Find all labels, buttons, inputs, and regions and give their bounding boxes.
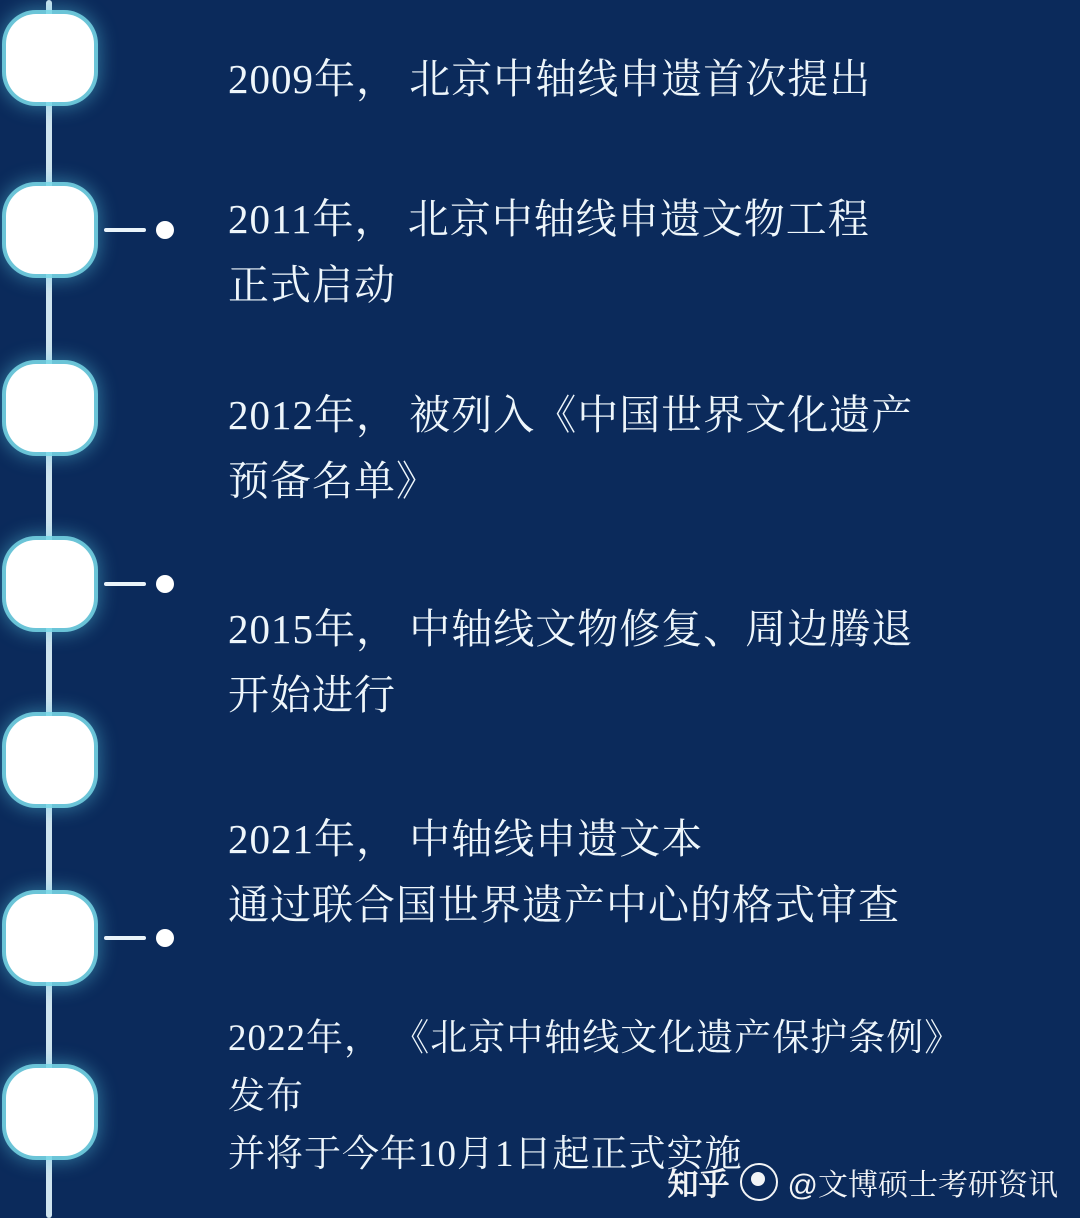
entry-line: 2022年， 《北京中轴线文化遗产保护条例》 — [228, 1018, 963, 1059]
entry-line: 2011年， 北京中轴线申遗文物工程 — [228, 196, 870, 242]
entry-line: 通过联合国世界遗产中心的格式审查 — [228, 882, 900, 928]
entry-line: 开始进行 — [228, 672, 396, 718]
entry-line: 2021年， 中轴线申遗文本 — [228, 816, 704, 862]
entry-line: 并将于今年10月1日起正式实施 — [228, 1134, 743, 1175]
timeline-entry-2015 — [228, 596, 1038, 728]
entry-line: 预备名单》 — [228, 458, 438, 504]
entry-line: 2009年， 北京中轴线申遗首次提出 — [228, 56, 872, 102]
avatar — [740, 1163, 778, 1201]
connector-dash-icon — [104, 936, 146, 940]
watermark-handle: @文博硕士考研资讯 — [787, 1168, 1058, 1202]
timeline-node-4 — [6, 540, 94, 628]
timeline-node-6 — [6, 894, 94, 982]
connector-dot-icon — [156, 575, 174, 593]
timeline-entry-2022 — [228, 1010, 1038, 1184]
connector-dot-icon — [156, 929, 174, 947]
timeline-node-3 — [6, 364, 94, 452]
timeline-entry-2012 — [228, 382, 1038, 514]
timeline-node-2 — [6, 186, 94, 274]
connector-dash-icon — [104, 582, 146, 586]
timeline-node-5 — [6, 716, 94, 804]
entry-line: 2015年， 中轴线文物修复、周边腾退 — [228, 606, 914, 652]
entry-line: 发布 — [228, 1076, 304, 1117]
timeline-entry-2021 — [228, 806, 1038, 938]
connector-dash-icon — [104, 228, 146, 232]
timeline-entry-2009 — [228, 46, 1038, 112]
zhihu-logo: 知乎 — [667, 1167, 730, 1202]
entry-line: 正式启动 — [228, 262, 396, 308]
timeline-node-7 — [6, 1068, 94, 1156]
timeline-entry-2011 — [228, 186, 1038, 318]
timeline-node-1 — [6, 14, 94, 102]
watermark — [668, 1159, 1058, 1204]
entry-line: 2012年， 被列入《中国世界文化遗产 — [228, 392, 914, 438]
connector-dot-icon — [156, 221, 174, 239]
